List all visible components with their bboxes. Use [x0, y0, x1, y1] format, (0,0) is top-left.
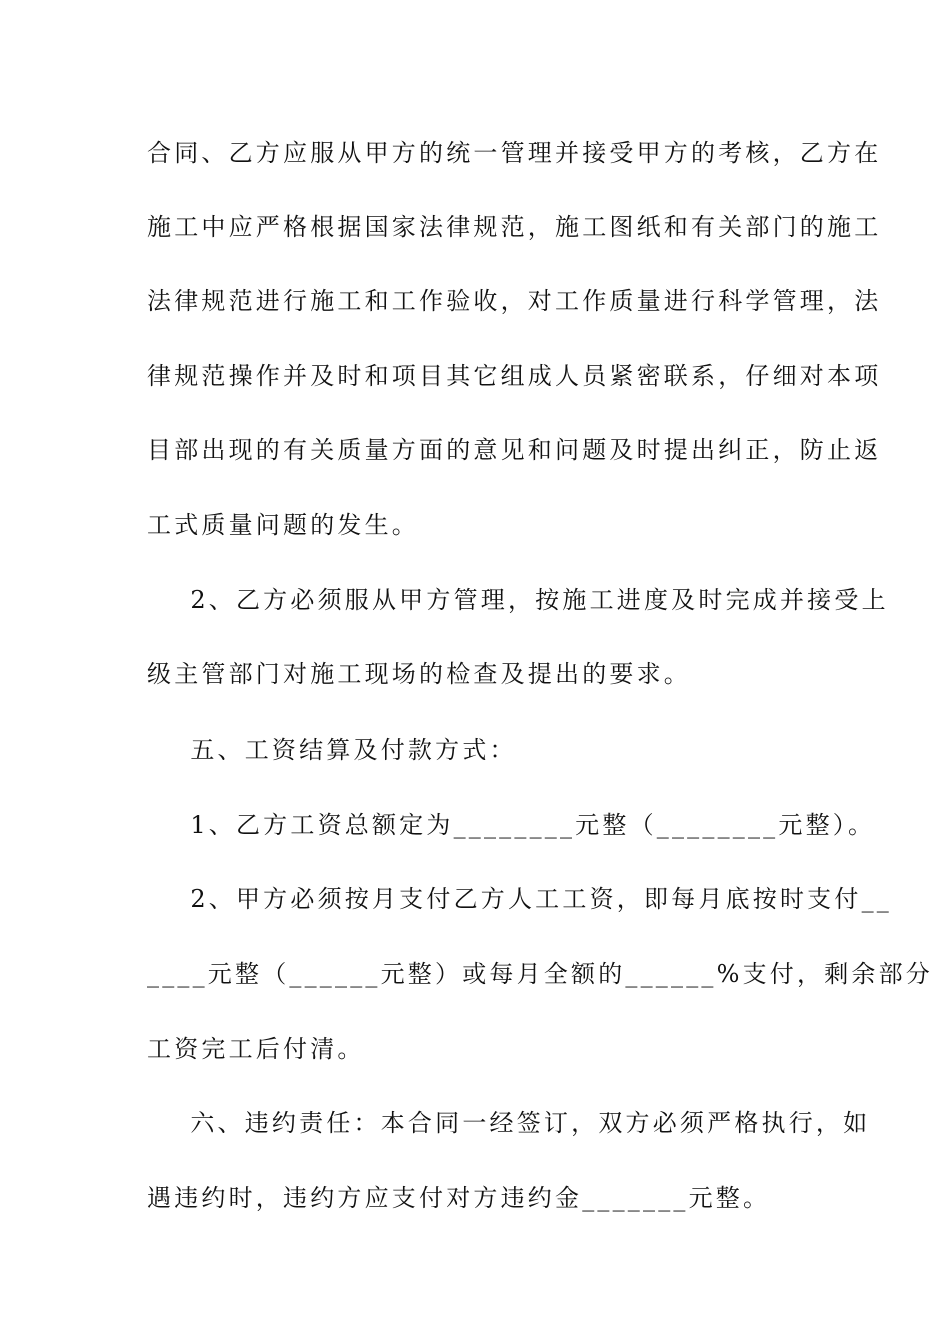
text-line-10: 1、乙方工资总额定为________元整（________元整）。	[147, 811, 876, 839]
text-line-3: 法律规范进行施工和工作验收，对工作质量进行科学管理，法	[147, 287, 882, 315]
text-line-1: 合同、乙方应服从甲方的统一管理并接受甲方的考核，乙方在	[147, 139, 882, 167]
text-line-12: ____元整（______元整）或每月全额的______%支付，剩余部分	[147, 960, 934, 988]
text-line-4: 律规范操作并及时和项目其它组成人员紧密联系，仔细对本项	[147, 362, 882, 390]
text-line-11: 2、甲方必须按月支付乙方人工工资，即每月底按时支付__	[147, 885, 892, 913]
text-line-6: 工式质量问题的发生。	[147, 511, 419, 539]
section-heading-liability: 六、违约责任：本合同一经签订，双方必须严格执行，如	[147, 1109, 871, 1137]
text-line-8: 级主管部门对施工现场的检查及提出的要求。	[147, 660, 691, 688]
text-line-13: 工资完工后付清。	[147, 1035, 365, 1063]
text-line-2: 施工中应严格根据国家法律规范，施工图纸和有关部门的施工	[147, 213, 882, 241]
text-line-7: 2、乙方必须服从甲方管理，按施工进度及时完成并接受上	[147, 586, 889, 614]
section-heading-wages: 五、工资结算及付款方式：	[147, 736, 517, 764]
text-line-5: 目部出现的有关质量方面的意见和问题及时提出纠正，防止返	[147, 436, 882, 464]
text-line-15: 遇违约时，违约方应支付对方违约金_______元整。	[147, 1184, 771, 1212]
